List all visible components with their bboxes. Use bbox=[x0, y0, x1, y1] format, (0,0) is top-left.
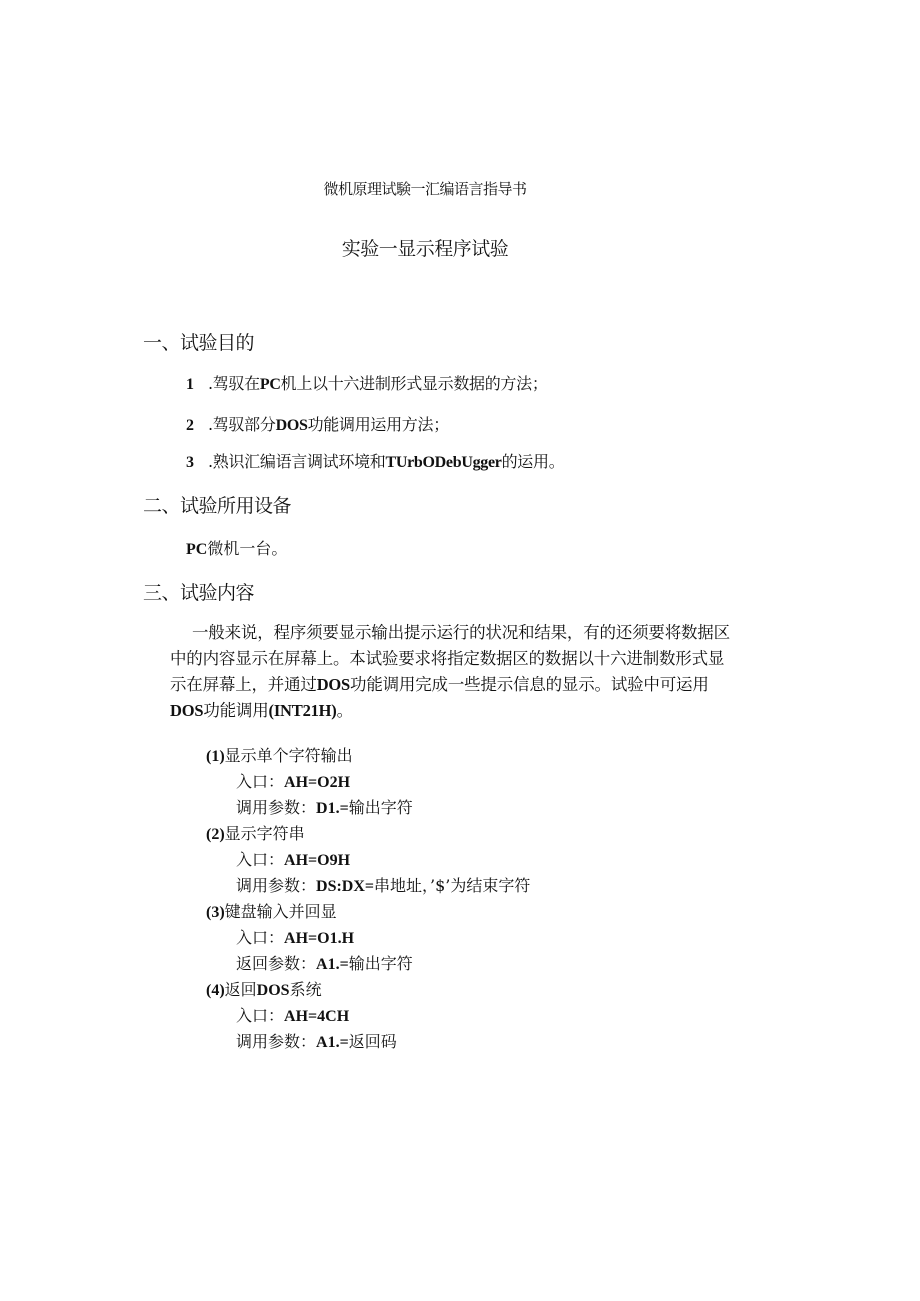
objective-term: TUrbODebUgger bbox=[385, 454, 502, 471]
dos-call-title bbox=[206, 977, 530, 1003]
dos-call-number: (4) bbox=[206, 982, 225, 999]
dos-call-entry-line bbox=[206, 1003, 530, 1029]
objective-item-2 bbox=[186, 412, 449, 435]
dos-call-param-line bbox=[206, 1029, 530, 1055]
dos-call-title bbox=[206, 899, 530, 925]
dos-call-param-line bbox=[206, 795, 530, 821]
dos-call-item bbox=[206, 977, 530, 1055]
dos-call-title bbox=[206, 821, 530, 847]
objective-text: 的运用。 bbox=[501, 452, 565, 471]
dos-call-line-suffix: 串地址，’$’为结束字符 bbox=[374, 876, 531, 895]
dos-call-entry-line bbox=[206, 847, 530, 873]
objective-text: 机上以十六进制形式显示数据的方法； bbox=[280, 374, 548, 393]
dos-call-line-label: 入口： bbox=[236, 850, 285, 869]
dos-call-return-line bbox=[206, 951, 530, 977]
dos-call-line-suffix: 返回码 bbox=[348, 1032, 397, 1051]
section-heading-objectives: 一、试验目的 bbox=[143, 332, 255, 354]
dos-call-line-value: DS:DX= bbox=[316, 878, 375, 895]
dos-call-title-term: DOS bbox=[256, 982, 290, 999]
dos-call-number: (2) bbox=[206, 826, 225, 843]
objective-term: PC bbox=[259, 376, 281, 393]
dos-call-line-label: 入口： bbox=[236, 928, 285, 947]
dos-call-line-label: 入口： bbox=[236, 1006, 285, 1025]
dos-call-line-label: 调用参数： bbox=[236, 798, 317, 817]
dos-call-item bbox=[206, 743, 530, 821]
paragraph-term: (INT21H) bbox=[268, 701, 337, 720]
section-heading-equipment: 二、试验所用设备 bbox=[143, 495, 292, 517]
dos-call-line-label: 入口： bbox=[236, 772, 285, 791]
dos-call-list bbox=[206, 743, 530, 1055]
experiment-title: 实验一显示程序试验 bbox=[341, 238, 509, 260]
dos-call-number: (3) bbox=[206, 904, 225, 921]
dos-call-title-text: 返回 bbox=[224, 980, 257, 999]
dos-call-item bbox=[206, 821, 530, 899]
objective-term: DOS bbox=[275, 417, 308, 434]
dos-call-title-text: 键盘输入并回显 bbox=[224, 902, 337, 921]
paragraph-text: 。 bbox=[336, 701, 353, 720]
objective-number: 3 bbox=[186, 454, 194, 471]
objective-item-3 bbox=[186, 449, 564, 472]
objective-text: .驾驭在 bbox=[208, 374, 260, 393]
dos-call-line-value: A1.= bbox=[316, 956, 349, 973]
dos-call-title-text: 显示单个字符输出 bbox=[224, 746, 353, 765]
dos-call-line-suffix: 输出字符 bbox=[348, 954, 413, 973]
dos-call-line-label: 调用参数： bbox=[236, 876, 317, 895]
equipment-text: 微机一台。 bbox=[207, 539, 288, 558]
paragraph-term: DOS bbox=[170, 701, 204, 720]
dos-call-number: (1) bbox=[206, 748, 225, 765]
dos-call-entry-line bbox=[206, 769, 530, 795]
dos-call-line-value: A1.= bbox=[316, 1034, 349, 1051]
dos-call-title bbox=[206, 743, 530, 769]
paragraph-text: 功能调用 bbox=[203, 701, 269, 720]
dos-call-line-value: AH=4CH bbox=[284, 1008, 350, 1025]
dos-call-title-text: 显示字符串 bbox=[224, 824, 305, 843]
dos-call-title-text: 系统 bbox=[289, 980, 322, 999]
dos-call-entry-line bbox=[206, 925, 530, 951]
dos-call-line-value: AH=O9H bbox=[284, 852, 351, 869]
objective-number: 2 bbox=[186, 417, 194, 434]
dos-call-line-value: AH=O1.H bbox=[284, 930, 355, 947]
dos-call-item bbox=[206, 899, 530, 977]
dos-call-line-label: 返回参数： bbox=[236, 954, 317, 973]
paragraph-text: 一般来说，程序须要显示输出提示运行的状况和结果，有的还须要将数据区中的内容显示在屏幕上。本试验要求将指定数据区的数据以十六进制数形式显示在屏幕上，并通过 bbox=[170, 623, 730, 694]
section-heading-content: 三、试验内容 bbox=[143, 582, 255, 604]
dos-call-line-value: AH=O2H bbox=[284, 774, 351, 791]
document-header-title: 微机原理试験一汇编语言指导书 bbox=[323, 180, 527, 198]
objective-text: .熟识汇编语言调试环境和 bbox=[208, 452, 386, 471]
equipment-term: PC bbox=[186, 541, 208, 558]
paragraph-term: DOS bbox=[316, 675, 351, 694]
equipment-line bbox=[186, 536, 287, 559]
objective-text: .驾驭部分 bbox=[208, 415, 276, 434]
dos-call-line-value: D1.= bbox=[316, 800, 349, 817]
objective-number: 1 bbox=[186, 376, 194, 393]
content-paragraph bbox=[170, 620, 730, 724]
dos-call-line-label: 调用参数： bbox=[236, 1032, 317, 1051]
objective-item-1 bbox=[186, 371, 548, 394]
dos-call-param-line bbox=[206, 873, 530, 899]
dos-call-line-suffix: 输出字符 bbox=[348, 798, 413, 817]
objective-text: 功能调用运用方法； bbox=[307, 415, 449, 434]
paragraph-text: 功能调用完成一些提示信息的显示。试验中可运用 bbox=[350, 675, 709, 694]
